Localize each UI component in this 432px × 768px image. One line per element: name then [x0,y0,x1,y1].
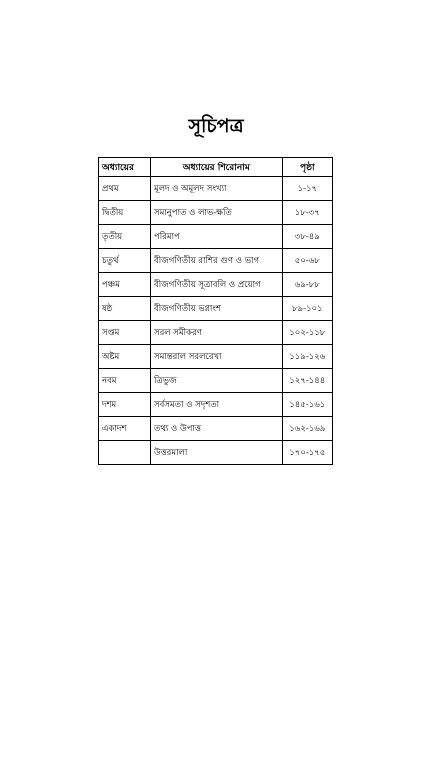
chapter-cell: চতুর্থ [99,249,151,273]
table-row [99,297,333,321]
chapter-title-cell: সমান্তরাল সরলরেখা [150,345,282,369]
page-range-cell: ১১৯-১২৬ [282,345,332,369]
chapter-cell: ষষ্ঠ [99,297,151,321]
page-range-cell: ১৪৫-১৬১ [282,393,332,417]
table-row [99,321,333,345]
table-row [99,417,333,441]
chapter-cell: নবম [99,369,151,393]
page-range-cell: ৬৯-৮৮ [282,273,332,297]
table-row [99,225,333,249]
chapter-title-cell: উত্তরমালা [150,441,282,465]
chapter-cell [99,441,151,465]
table-row [99,249,333,273]
chapter-title-cell: ত্রিভুজ [150,369,282,393]
table-row [99,441,333,465]
chapter-title-cell: সর্বসমতা ও সদৃশতা [150,393,282,417]
table-row [99,345,333,369]
chapter-cell: প্রথম [99,177,151,201]
page-range-cell: ১২৭-১৪৪ [282,369,332,393]
chapter-cell: একাদশ [99,417,151,441]
chapter-title-cell: পরিমাপ [150,225,282,249]
contents-table [98,157,333,465]
page-range-cell: ১৭০-১৭৫ [282,441,332,465]
chapter-cell: পঞ্চম [99,273,151,297]
table-row [99,201,333,225]
chapter-title-cell: তথ্য ও উপাত্ত [150,417,282,441]
page-range-cell: ১৬২-১৬৯ [282,417,332,441]
chapter-cell: সপ্তম [99,321,151,345]
chapter-title-cell: বীজগণিতীয় ভগ্নাংশ [150,297,282,321]
page-range-cell: ১-১৭ [282,177,332,201]
chapter-cell: দশম [99,393,151,417]
chapter-title-cell: বীজগণিতীয় রাশির গুণ ও ভাগ [150,249,282,273]
chapter-title-cell: মূলদ ও অমূলদ সংখ্যা [150,177,282,201]
page-range-cell: ৮৯-১০১ [282,297,332,321]
table-row [99,369,333,393]
header-chapter-title: অধ্যায়ের শিরোনাম [150,158,282,177]
chapter-cell: তৃতীয় [99,225,151,249]
table-row [99,177,333,201]
chapter-cell: দ্বিতীয় [99,201,151,225]
chapter-title-cell: বীজগণিতীয় সূত্রাবলি ও প্রয়োগ [150,273,282,297]
chapter-title-cell: সমানুপাত ও লাভ-ক্ষতি [150,201,282,225]
chapter-cell: অষ্টম [99,345,151,369]
page-range-cell: ১০২-১১৮ [282,321,332,345]
header-page: পৃষ্ঠা [282,158,332,177]
table-row [99,393,333,417]
table-row [99,273,333,297]
page-range-cell: ১৮-৩৭ [282,201,332,225]
page-range-cell: ৫০-৬৮ [282,249,332,273]
page-range-cell: ৩৮-৪৯ [282,225,332,249]
chapter-title-cell: সরল সমীকরণ [150,321,282,345]
table-header-row [99,158,333,177]
header-chapter: অধ্যায়ের [99,158,151,177]
page-title: সূচিপত্র [188,115,244,137]
